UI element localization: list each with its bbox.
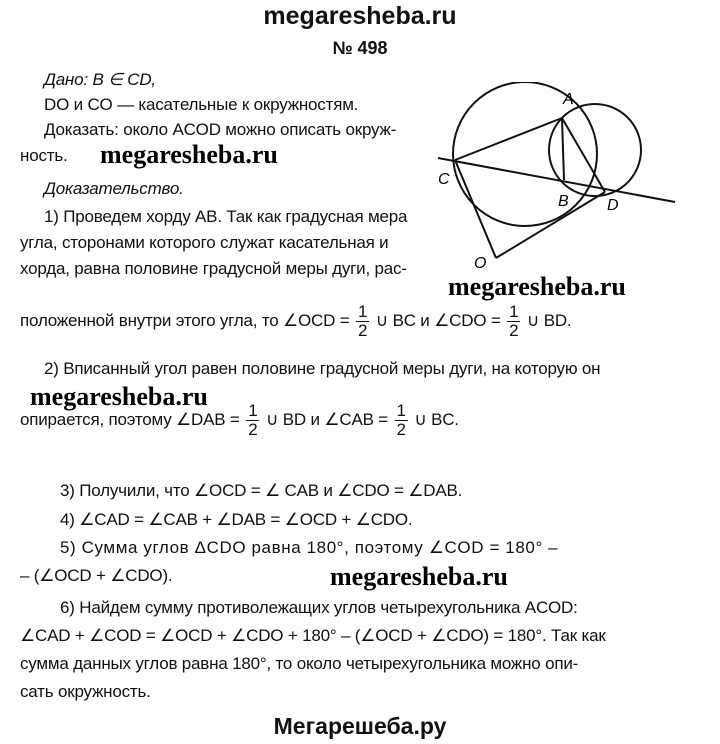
step-1d-text: ∪ BD. <box>526 310 572 330</box>
site-title: megaresheba.ru <box>263 2 457 30</box>
step-1d-text: ∪ BC и ∠CDO = <box>375 310 501 330</box>
point-label-c: C <box>438 171 450 188</box>
tangent-co <box>455 160 496 258</box>
chord-ab <box>562 118 564 180</box>
point-label-a: A <box>563 91 574 108</box>
fraction-half <box>246 402 259 439</box>
proof-step-6b: ∠CAD + ∠COD = ∠OCD + ∠CDO + 180° – (∠OCD + ∠CDO) = 180°. Так как <box>20 626 606 645</box>
given-line-4: ность. <box>20 146 68 165</box>
proof-step-6d: сать окружность. <box>20 682 151 701</box>
step-2b-text: опирается, поэтому ∠DAB = <box>20 409 240 429</box>
step-2b-text: ∪ BD и ∠CAB = <box>266 409 388 429</box>
proof-step-1c: хорда, равна половине градусной меры дуги, рас- <box>20 259 407 278</box>
geometry-figure <box>430 82 680 272</box>
proof-step-4: 4) ∠CAD = ∠CAB + ∠DAB = ∠OCD + ∠CDO. <box>60 510 413 529</box>
proof-step-5a: 5) Сумма углов ΔCDO равна 180°, поэтому ∠COD = 180° – <box>60 538 559 557</box>
point-label-d: D <box>607 197 619 214</box>
given-line-3: Доказать: около ACOD можно описать окруж- <box>44 120 397 139</box>
fraction-half <box>356 303 369 340</box>
watermark: megaresheba.ru <box>330 562 508 591</box>
fraction-denominator: 2 <box>509 321 519 340</box>
watermark: megaresheba.ru <box>100 140 278 169</box>
watermark: megaresheba.ru <box>30 382 208 411</box>
proof-step-5b: – (∠OCD + ∠CDO). <box>20 566 173 585</box>
proof-step-1d <box>20 303 571 340</box>
fraction-numerator: 1 <box>396 401 406 420</box>
proof-step-2b <box>20 402 459 439</box>
segment-ca <box>455 118 562 160</box>
fraction-numerator: 1 <box>509 302 519 321</box>
proof-step-6a: 6) Найдем сумму противолежащих углов четырехугольника ACOD: <box>60 598 578 617</box>
fraction-denominator: 2 <box>396 420 406 439</box>
proof-step-1a: 1) Проведем хорду AB. Так как градусная мера <box>44 207 408 226</box>
proof-step-1b: угла, сторонами которого служат касательная и <box>20 233 389 252</box>
segment-ad <box>562 118 605 192</box>
point-label-b: B <box>558 193 569 210</box>
proof-step-3: 3) Получили, что ∠OCD = ∠ CAB и ∠CDO = ∠DAB. <box>60 481 463 500</box>
fraction-half <box>395 402 408 439</box>
point-label-o: O <box>474 255 487 272</box>
watermark: megaresheba.ru <box>448 272 626 301</box>
fraction-denominator: 2 <box>248 420 258 439</box>
problem-number: № 498 <box>332 38 388 58</box>
proof-step-2a: 2) Вписанный угол равен половине градусной меры дуги, на которую он <box>44 359 601 378</box>
fraction-numerator: 1 <box>248 401 258 420</box>
fraction-numerator: 1 <box>358 302 368 321</box>
footer-site: Мегарешеба.ру <box>273 713 447 739</box>
given-line-1: Дано: B ∈ CD, <box>44 70 156 89</box>
given-line-2: DO и CO — касательные к окружностям. <box>44 95 359 114</box>
step-1d-text: положенной внутри этого угла, то ∠OCD = <box>20 310 350 330</box>
step-2b-text: ∪ BC. <box>414 409 459 429</box>
proof-step-6c: сумма данных углов равна 180°, то около четырехугольника можно опи- <box>20 654 579 673</box>
fraction-denominator: 2 <box>358 321 368 340</box>
proof-title: Доказательство. <box>44 179 184 198</box>
fraction-half <box>507 303 520 340</box>
